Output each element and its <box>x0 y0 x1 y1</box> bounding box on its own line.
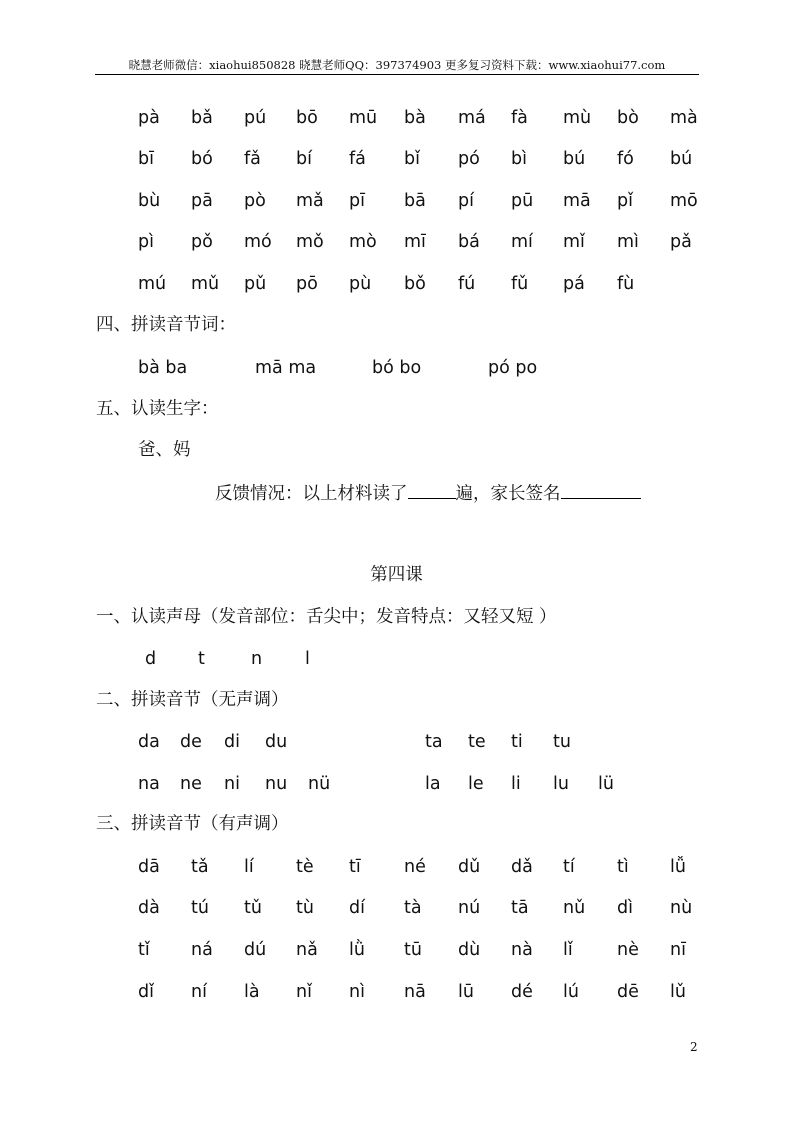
syllable: tǎ <box>191 857 209 877</box>
syllable-word: bó bo <box>372 358 422 378</box>
syllable: bú <box>563 149 586 169</box>
syllable: ná <box>191 940 213 960</box>
syllable: pǔ <box>244 274 267 294</box>
feedback-text: 反馈情况：以上材料读了 <box>215 484 408 504</box>
syllable: bù <box>138 191 161 211</box>
syllable: bà <box>404 108 426 128</box>
syllable: mí <box>511 232 533 252</box>
lesson-title: 第四课 <box>370 565 423 585</box>
section-heading: 四、拼读音节词： <box>96 315 236 335</box>
syllable: pó <box>458 149 480 169</box>
syllable: má <box>458 108 486 128</box>
syllable: lǜ <box>349 940 365 960</box>
syllable: du <box>265 732 288 752</box>
section-heading: 五、认读生字： <box>96 399 219 419</box>
syllable: ta <box>425 732 443 752</box>
page-number: 2 <box>690 1040 698 1054</box>
syllable: nù <box>670 898 693 918</box>
feedback-text: 遍，家长签名 <box>455 484 561 504</box>
syllable-row <box>138 230 698 254</box>
syllable-word: mā ma <box>255 358 317 378</box>
syllable: pō <box>296 274 318 294</box>
syllable: mà <box>670 108 698 128</box>
syllable: pǒ <box>191 232 213 252</box>
initials-row <box>138 647 698 671</box>
syllable: pì <box>138 232 154 252</box>
syllable: pī <box>349 191 365 211</box>
feedback-line <box>215 480 641 506</box>
syllable: tí <box>563 857 575 877</box>
syllable: tū <box>404 940 422 960</box>
syllable: dǐ <box>138 982 154 1002</box>
syllable: la <box>425 774 441 794</box>
syllable: pí <box>458 191 474 211</box>
syllable: mū <box>349 108 378 128</box>
syllable: nǔ <box>563 898 586 918</box>
toneless-row <box>138 730 698 754</box>
syllable: mó <box>244 232 272 252</box>
syllable: né <box>404 857 426 877</box>
syllable-row <box>138 189 698 213</box>
syllable: bò <box>617 108 639 128</box>
syllable-row <box>138 147 698 171</box>
syllable-word: bà ba <box>138 358 188 378</box>
syllable: fǎ <box>244 149 261 169</box>
syllable: bú <box>670 149 693 169</box>
syllable: nǎ <box>296 940 318 960</box>
parent-signature-blank[interactable] <box>561 480 641 499</box>
syllable: fǔ <box>511 274 529 294</box>
syllable: mǐ <box>563 232 585 252</box>
syllable: nā <box>404 982 426 1002</box>
syllable: dē <box>617 982 639 1002</box>
syllable-row <box>138 855 698 879</box>
syllable: ní <box>191 982 207 1002</box>
syllable: tà <box>404 898 422 918</box>
syllable: ne <box>180 774 202 794</box>
syllable: lǚ <box>670 857 686 877</box>
syllable: nú <box>458 898 481 918</box>
syllable: bā <box>404 191 426 211</box>
syllable: pà <box>138 108 160 128</box>
syllable: lu <box>553 774 569 794</box>
syllable: dì <box>617 898 633 918</box>
syllable: fú <box>458 274 476 294</box>
syllable: pú <box>244 108 267 128</box>
syllable: lǐ <box>563 940 573 960</box>
syllable: mú <box>138 274 167 294</box>
syllable: bǎ <box>191 108 213 128</box>
syllable: mì <box>617 232 639 252</box>
syllable: pá <box>563 274 585 294</box>
syllable: dà <box>138 898 160 918</box>
syllable: bō <box>296 108 318 128</box>
times-read-blank[interactable] <box>408 480 456 499</box>
initial: d <box>145 649 157 669</box>
syllable: pǎ <box>670 232 692 252</box>
new-characters: 爸、妈 <box>138 440 191 460</box>
syllable: fá <box>349 149 366 169</box>
syllable: mǒ <box>296 232 324 252</box>
syllable: là <box>244 982 260 1002</box>
syllable: pā <box>191 191 213 211</box>
syllable: dù <box>458 940 481 960</box>
syllable: ti <box>511 732 523 752</box>
initial: n <box>251 649 263 669</box>
syllable-row <box>138 938 698 962</box>
syllable: tè <box>296 857 314 877</box>
syllable: mī <box>404 232 426 252</box>
syllable: nè <box>617 940 639 960</box>
syllable: dé <box>511 982 533 1002</box>
syllable: dǔ <box>458 857 481 877</box>
syllable: bì <box>511 149 527 169</box>
syllable: dí <box>349 898 365 918</box>
syllable: bá <box>458 232 480 252</box>
syllable: pù <box>349 274 372 294</box>
syllable-word: pó po <box>488 358 538 378</box>
syllable: di <box>224 732 240 752</box>
syllable: le <box>468 774 484 794</box>
syllable: mā <box>563 191 591 211</box>
syllable: nà <box>511 940 533 960</box>
syllable: dā <box>138 857 160 877</box>
syllable-row <box>138 106 698 130</box>
syllable: mò <box>349 232 377 252</box>
syllable: lí <box>244 857 254 877</box>
syllable: nì <box>349 982 365 1002</box>
initial: t <box>198 649 205 669</box>
syllable: mǔ <box>191 274 220 294</box>
syllable: tù <box>296 898 314 918</box>
syllable: li <box>511 774 521 794</box>
syllable-row <box>138 896 698 920</box>
syllable: pū <box>511 191 534 211</box>
syllable: fù <box>617 274 635 294</box>
syllable: nī <box>670 940 686 960</box>
syllable: te <box>468 732 486 752</box>
syllable: tǐ <box>138 940 150 960</box>
syllable: bǒ <box>404 274 426 294</box>
syllable-row <box>138 272 698 296</box>
syllable: de <box>180 732 202 752</box>
syllable: pǐ <box>617 191 633 211</box>
syllable: mù <box>563 108 592 128</box>
syllable: tì <box>617 857 629 877</box>
syllable-words-row <box>138 356 698 380</box>
syllable: nǐ <box>296 982 312 1002</box>
syllable: bó <box>191 149 213 169</box>
section-heading: 三、拼读音节（有声调） <box>96 814 289 834</box>
syllable: lü <box>598 774 614 794</box>
syllable: da <box>138 732 160 752</box>
syllable-row <box>138 980 698 1004</box>
header-rule <box>95 74 699 75</box>
syllable: mō <box>670 191 698 211</box>
syllable: nü <box>308 774 331 794</box>
section-heading: 一、认读声母（发音部位：舌尖中；发音特点：又轻又短 ） <box>96 607 557 627</box>
syllable: fó <box>617 149 634 169</box>
syllable: lū <box>458 982 474 1002</box>
syllable: dǎ <box>511 857 533 877</box>
syllable: lǔ <box>670 982 686 1002</box>
syllable: na <box>138 774 160 794</box>
syllable: pò <box>244 191 266 211</box>
syllable: bī <box>138 149 154 169</box>
syllable: tǔ <box>244 898 262 918</box>
toneless-row <box>138 772 698 796</box>
syllable: tā <box>511 898 529 918</box>
syllable: bǐ <box>404 149 420 169</box>
syllable: mǎ <box>296 191 324 211</box>
syllable: tú <box>191 898 209 918</box>
syllable: ni <box>224 774 240 794</box>
syllable: dú <box>244 940 267 960</box>
syllable: lú <box>563 982 579 1002</box>
syllable: tī <box>349 857 361 877</box>
page-header: 晓慧老师微信：xiaohui850828 晓慧老师QQ：397374903 更多复习资料下载：www.xiaohui77.com <box>128 58 666 72</box>
syllable: tu <box>553 732 571 752</box>
syllable: fà <box>511 108 528 128</box>
syllable: nu <box>265 774 288 794</box>
initial: l <box>305 649 310 669</box>
section-heading: 二、拼读音节（无声调） <box>96 690 289 710</box>
syllable: bí <box>296 149 312 169</box>
